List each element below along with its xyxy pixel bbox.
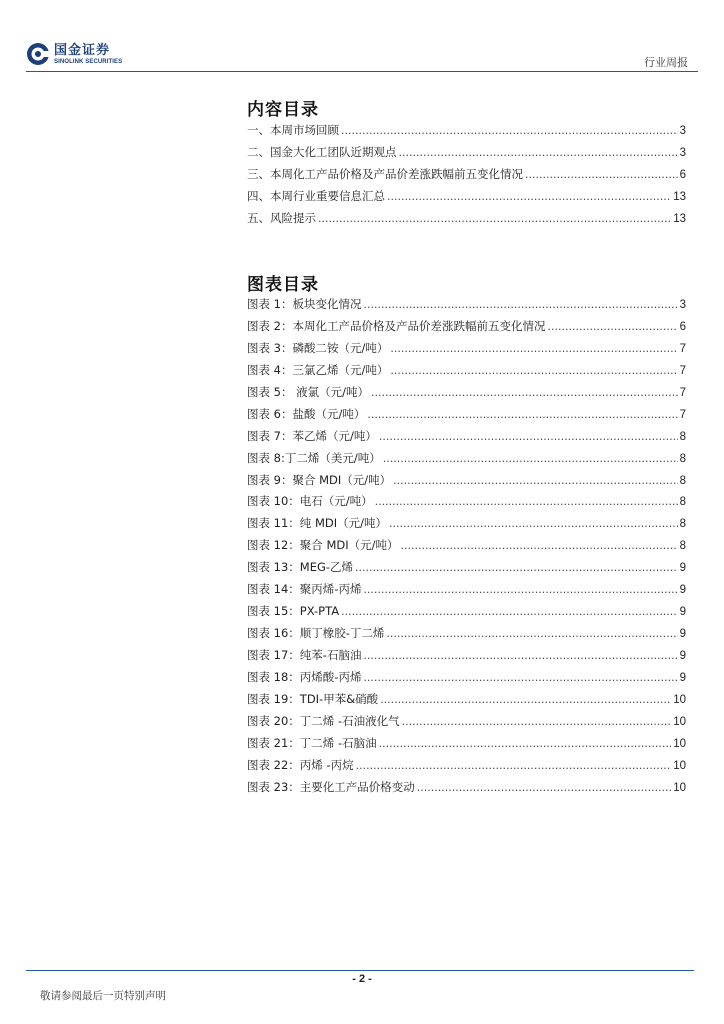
figure-entry[interactable] bbox=[247, 691, 686, 713]
contents-title: 内容目录 bbox=[247, 100, 319, 120]
figure-entry-label: 图表 5： 液氯（元/吨） bbox=[247, 384, 370, 399]
figure-entry[interactable] bbox=[247, 318, 686, 340]
dot-leader bbox=[386, 627, 677, 640]
contents-entry[interactable] bbox=[247, 166, 686, 188]
figure-entry-label: 图表 23：主要化工产品价格变动 bbox=[247, 779, 415, 794]
figure-entry-page: 10 bbox=[673, 737, 686, 750]
figure-entry-label: 图表 13：MEG-乙烯 bbox=[247, 560, 354, 575]
contents-entry-page: 6 bbox=[679, 168, 686, 181]
figure-entry[interactable] bbox=[247, 406, 686, 428]
figure-entry[interactable] bbox=[247, 603, 686, 625]
figure-entry[interactable] bbox=[247, 340, 686, 362]
figure-entry-page: 9 bbox=[679, 650, 686, 662]
figure-entry[interactable] bbox=[247, 625, 686, 647]
contents-entry-page: 13 bbox=[673, 190, 686, 203]
dot-leader bbox=[390, 342, 677, 355]
figure-entry[interactable] bbox=[247, 428, 686, 450]
sinolink-logo-icon bbox=[26, 42, 50, 66]
figure-entry-page: 3 bbox=[679, 299, 686, 311]
logo-chinese-name: 国金证券 bbox=[54, 42, 111, 58]
figure-entry[interactable] bbox=[247, 362, 686, 384]
figure-entry-label: 图表 8:丁二烯（美元/吨） bbox=[247, 450, 381, 465]
figure-entry-page: 8 bbox=[679, 518, 686, 531]
figure-entry-page: 8 bbox=[679, 540, 686, 553]
figure-entry-page: 10 bbox=[673, 715, 686, 728]
figure-entry-page: 9 bbox=[679, 628, 686, 641]
dot-leader bbox=[393, 474, 677, 487]
figure-entry[interactable] bbox=[247, 515, 686, 537]
figure-entry[interactable] bbox=[247, 647, 686, 669]
figure-entry-label: 图表 14：聚丙烯-丙烯 bbox=[247, 582, 362, 597]
figure-entry[interactable] bbox=[247, 669, 686, 691]
dot-leader bbox=[379, 430, 678, 443]
figure-entry-label: 图表 16：顺丁橡胶-丁二烯 bbox=[247, 626, 385, 641]
contents-list bbox=[247, 122, 686, 232]
figure-entry-label: 图表 15：PX-PTA bbox=[247, 604, 340, 619]
figure-entry-page: 7 bbox=[679, 342, 686, 355]
contents-entry[interactable] bbox=[247, 144, 686, 166]
figure-entry[interactable] bbox=[247, 779, 686, 801]
dot-leader bbox=[356, 759, 672, 772]
figure-entry-label: 图表 4：三氯乙烯（元/吨） bbox=[247, 362, 389, 377]
figure-entry-label: 图表 10：电石（元/吨） bbox=[247, 494, 373, 509]
figure-entry-page: 9 bbox=[679, 562, 686, 575]
figure-entry-label: 图表 18：丙烯酸-丙烯 bbox=[247, 669, 362, 684]
figure-entry[interactable] bbox=[247, 559, 686, 581]
dot-leader bbox=[341, 605, 677, 618]
figure-entry-label: 图表 11：纯 MDI（元/吨） bbox=[247, 516, 387, 531]
report-type-label: 行业周报 bbox=[644, 56, 688, 69]
figure-entry-page: 7 bbox=[679, 386, 686, 399]
figure-entry-label: 图表 6：盐酸（元/吨） bbox=[247, 406, 366, 421]
contents-entry-page: 13 bbox=[673, 212, 686, 225]
figure-entry-page: 9 bbox=[679, 671, 686, 684]
figure-entry-label: 图表 20：丁二烯 -石油液化气 bbox=[247, 713, 400, 728]
page-header bbox=[26, 40, 698, 72]
dot-leader bbox=[363, 583, 677, 596]
figure-entry-label: 图表 22：丙烯 -丙烷 bbox=[247, 757, 354, 772]
figure-entry-page: 7 bbox=[679, 408, 686, 421]
page-number: - 2 - bbox=[352, 973, 372, 985]
figure-entry-page: 8 bbox=[679, 474, 686, 487]
dot-leader bbox=[402, 715, 672, 728]
figure-entry-page: 10 bbox=[673, 781, 686, 794]
figure-entry-page: 9 bbox=[679, 584, 686, 597]
figure-entry-label: 图表 19：TDI-甲苯&硝酸 bbox=[247, 691, 379, 706]
figure-entry-page: 6 bbox=[679, 320, 686, 333]
figure-entry[interactable] bbox=[247, 735, 686, 757]
dot-leader bbox=[355, 561, 678, 574]
dot-leader bbox=[389, 517, 678, 530]
figure-entry[interactable] bbox=[247, 472, 686, 494]
figure-entry-label: 图表 12：聚合 MDI（元/吨） bbox=[247, 538, 399, 553]
figure-entry-page: 10 bbox=[673, 759, 686, 772]
disclaimer-note: 敬请参阅最后一页特别声明 bbox=[40, 990, 166, 1002]
figure-entry-page: 7 bbox=[679, 364, 686, 377]
dot-leader bbox=[387, 190, 671, 203]
dot-leader bbox=[318, 212, 671, 225]
dot-leader bbox=[390, 364, 677, 377]
company-logo bbox=[26, 40, 122, 68]
figure-entry-label: 图表 3：磷酸二铵（元/吨） bbox=[247, 340, 389, 355]
contents-entry-label: 一、本周市场回顾 bbox=[247, 123, 339, 137]
figure-entry[interactable] bbox=[247, 581, 686, 603]
figure-entry-page: 8 bbox=[679, 452, 686, 465]
dot-leader bbox=[375, 495, 678, 508]
figure-entry[interactable] bbox=[247, 537, 686, 559]
figure-entry[interactable] bbox=[247, 493, 686, 515]
figure-entry-page: 8 bbox=[679, 496, 686, 509]
figure-entry-label: 图表 1：板块变化情况 bbox=[247, 297, 362, 311]
dot-leader bbox=[379, 737, 672, 750]
dot-leader bbox=[525, 168, 678, 181]
figure-entry[interactable] bbox=[247, 450, 686, 472]
dot-leader bbox=[371, 386, 678, 399]
dot-leader bbox=[401, 539, 678, 552]
footer-divider bbox=[26, 970, 694, 971]
figures-list bbox=[247, 296, 686, 801]
dot-leader bbox=[547, 320, 677, 333]
contents-entry[interactable] bbox=[247, 188, 686, 210]
figure-entry[interactable] bbox=[247, 384, 686, 406]
dot-leader bbox=[380, 693, 671, 706]
contents-entry-label: 五、风险提示 bbox=[247, 210, 316, 225]
dot-leader bbox=[363, 298, 677, 311]
contents-entry-page: 3 bbox=[679, 125, 686, 137]
logo-english-name: SINOLINK SECURITIES bbox=[54, 58, 123, 65]
figure-entry-page: 10 bbox=[673, 693, 686, 706]
figure-entry[interactable] bbox=[247, 296, 686, 318]
contents-entry[interactable] bbox=[247, 210, 686, 232]
dot-leader bbox=[363, 671, 677, 684]
figure-entry-page: 8 bbox=[679, 430, 686, 443]
figure-entry-label: 图表 7：苯乙烯（元/吨） bbox=[247, 428, 377, 443]
dot-leader bbox=[399, 146, 678, 159]
contents-entry-label: 四、本周行业重要信息汇总 bbox=[247, 188, 385, 203]
figure-entry[interactable] bbox=[247, 757, 686, 779]
figure-entry-page: 9 bbox=[679, 606, 686, 619]
figure-entry-label: 图表 9：聚合 MDI（元/吨） bbox=[247, 472, 392, 487]
figure-entry-label: 图表 2：本周化工产品价格及产品价差涨跌幅前五变化情况 bbox=[247, 318, 546, 333]
dot-leader bbox=[363, 649, 677, 662]
contents-entry-page: 3 bbox=[679, 146, 686, 159]
dot-leader bbox=[341, 124, 678, 137]
header-divider bbox=[26, 71, 698, 72]
dot-leader bbox=[383, 452, 678, 465]
dot-leader bbox=[417, 781, 671, 794]
dot-leader bbox=[367, 408, 677, 421]
contents-entry[interactable] bbox=[247, 122, 686, 144]
figure-entry-label: 图表 21：丁二烯 -石脑油 bbox=[247, 735, 377, 750]
contents-entry-label: 三、本周化工产品价格及产品价差涨跌幅前五变化情况 bbox=[247, 166, 523, 181]
figure-entry[interactable] bbox=[247, 713, 686, 735]
contents-entry-label: 二、国金大化工团队近期观点 bbox=[247, 144, 397, 159]
figure-entry-label: 图表 17：纯苯-石脑油 bbox=[247, 648, 362, 662]
figures-title: 图表目录 bbox=[247, 275, 319, 295]
